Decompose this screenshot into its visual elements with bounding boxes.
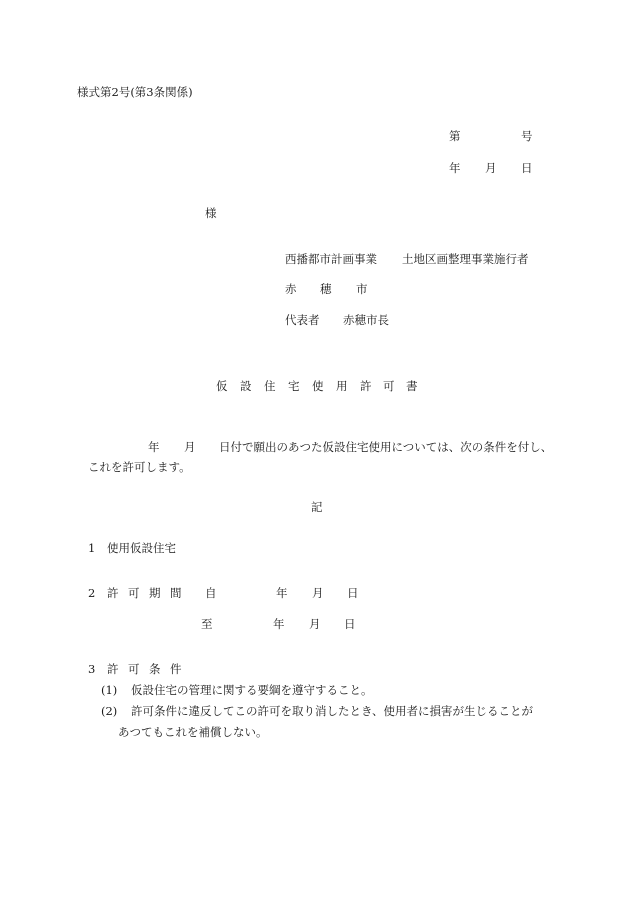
issuer-role: 土地区画整理事業施行者 [402,252,529,266]
item2-from-month: 月 [312,586,324,600]
item3-label-char: 許 [107,662,119,676]
date-month: 月 [485,161,497,175]
item3-label-char: 条 [149,662,161,676]
doc-number-suffix: 号 [521,129,533,143]
ki-marker: 記 [311,500,323,514]
issuer-representative-label: 代表者 [285,313,320,327]
title-char: 可 [383,379,395,393]
body-line2: これを許可します。 [88,460,191,474]
item1-label: 使用仮設住宅 [107,541,176,555]
condition-number: (1) [101,683,118,697]
item2-to: 至 [201,617,213,631]
item2-to-year: 年 [273,617,285,631]
title-char: 使 [312,379,324,393]
item3-number: 3 [88,662,96,676]
item3-label-char: 件 [170,662,182,676]
title-char: 宅 [288,379,300,393]
title-char: 仮 [216,379,228,393]
title-char: 許 [360,379,372,393]
condition-text-continuation: あつてもこれを補償しない。 [118,725,268,739]
body-year: 年 [148,440,160,454]
issuer-city-char: 穂 [320,282,332,296]
item2-to-month: 月 [309,617,321,631]
issuer-city-char: 赤 [285,282,297,296]
issuer-representative-name: 赤穂市長 [343,313,389,327]
form-id: 様式第2号(第3条関係) [77,85,193,99]
item2-label-char: 間 [170,586,182,600]
item2-from: 自 [205,586,217,600]
addressee-suffix: 様 [205,206,217,220]
title-char: 用 [336,379,348,393]
date-day: 日 [521,161,533,175]
item2-from-year: 年 [276,586,288,600]
item3-label-char: 可 [128,662,140,676]
condition-text: 許可条件に違反してこの許可を取り消したとき、使用者に損害が生じることが [131,704,534,718]
doc-number-prefix: 第 [449,129,461,143]
condition-text: 仮設住宅の管理に関する要綱を遵守すること。 [131,683,373,697]
title-char: 書 [406,379,418,393]
item2-label-char: 可 [128,586,140,600]
item2-number: 2 [88,586,96,600]
condition-number: (2) [101,704,118,718]
title-char: 設 [240,379,252,393]
item2-to-day: 日 [344,617,356,631]
issuer-project: 西播都市計画事業 [285,252,377,266]
date-year: 年 [449,161,461,175]
item1-number: 1 [88,541,96,555]
body-month: 月 [184,440,196,454]
item2-label-char: 許 [107,586,119,600]
item2-label-char: 期 [149,586,161,600]
item2-from-day: 日 [347,586,359,600]
body-line1: 日付で願出のあつた仮設住宅使用については、次の条件を付し、 [219,440,553,454]
issuer-city-char: 市 [356,282,368,296]
title-char: 住 [264,379,276,393]
